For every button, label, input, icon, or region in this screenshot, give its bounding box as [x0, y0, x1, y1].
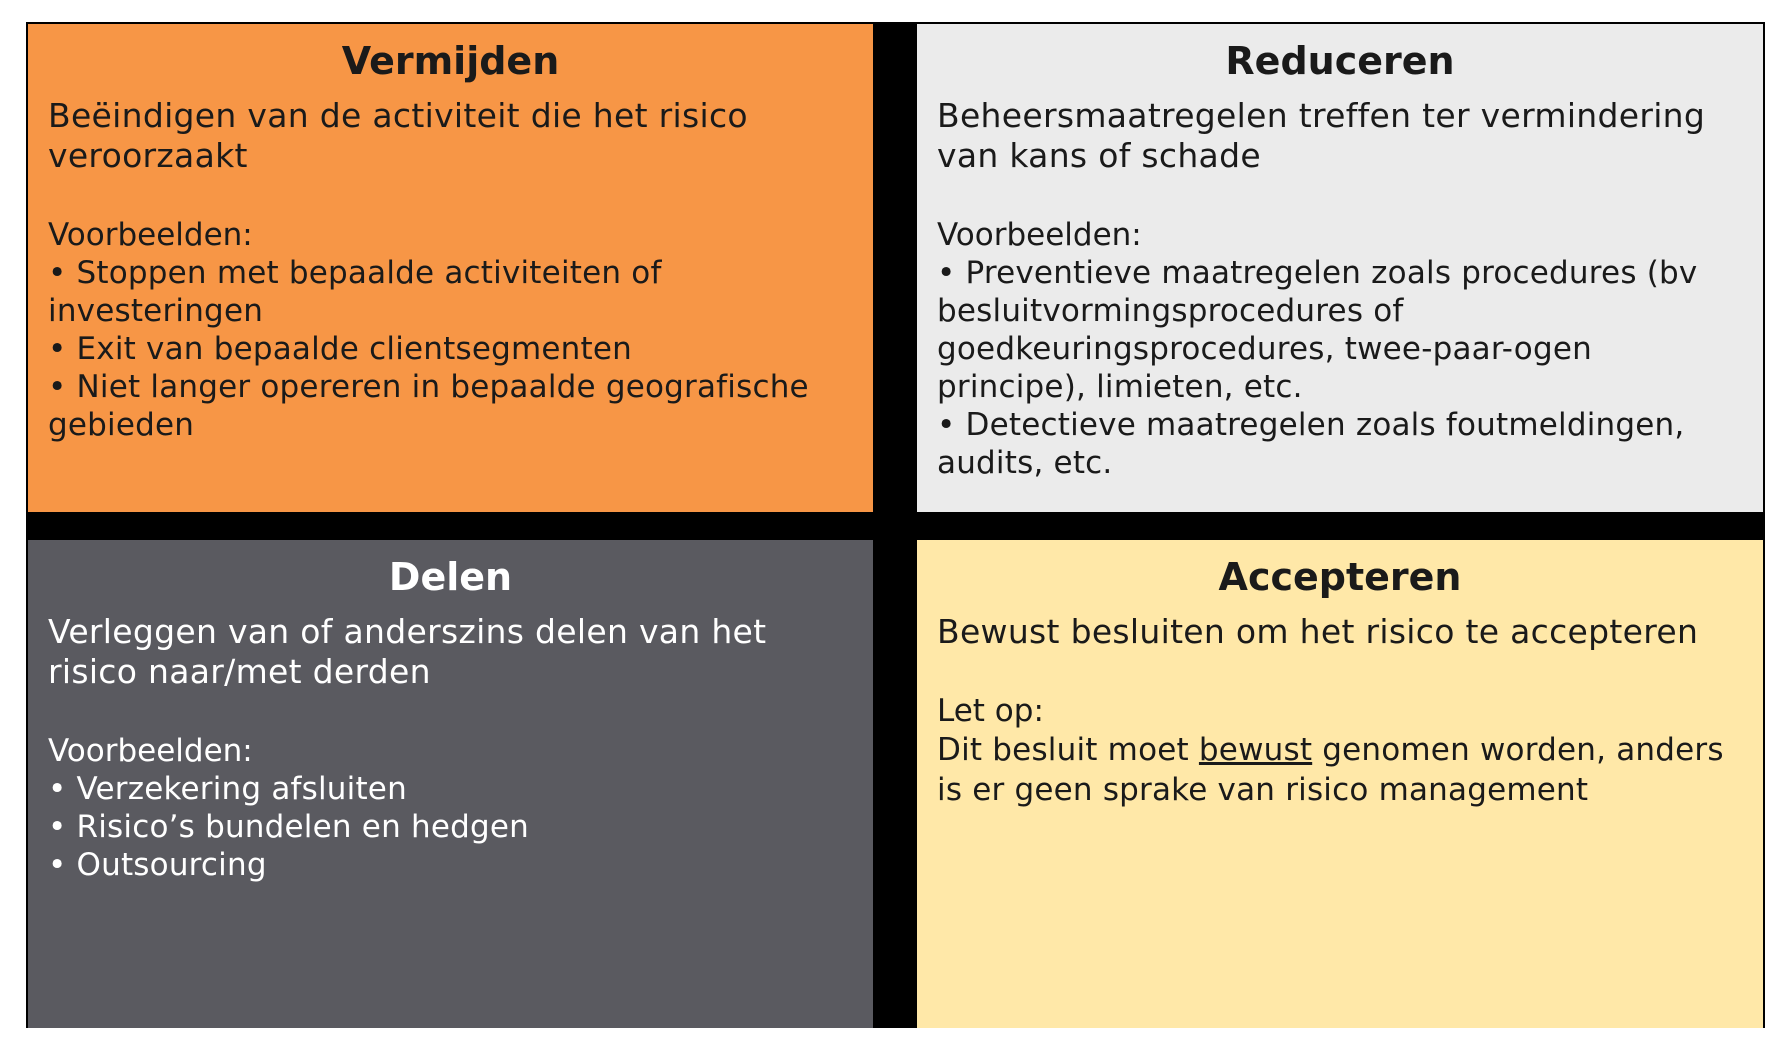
- bullet-icon: •: [48, 369, 67, 405]
- quadrant-description-accepteren: Bewust besluiten om het risico te accepteren: [937, 612, 1699, 651]
- bullet-icon: •: [48, 847, 67, 883]
- list-item-text: Niet langer opereren in bepaalde geografische gebieden: [48, 369, 809, 443]
- bullet-icon: •: [48, 809, 67, 845]
- note-text-part: genomen worden, anders is er geen sprake van risico management: [937, 732, 1724, 808]
- note-text-part: Dit besluit moet: [937, 732, 1199, 768]
- bullet-icon: •: [937, 407, 956, 443]
- list-item: [48, 808, 853, 846]
- list-item: [48, 770, 853, 808]
- bullet-icon: •: [48, 255, 67, 291]
- list-item: [937, 406, 1743, 482]
- list-item: [48, 846, 853, 884]
- list-item-text: Outsourcing: [76, 847, 267, 883]
- quadrant-title-vermijden: Vermijden: [341, 39, 560, 83]
- examples-list-delen: [48, 770, 853, 884]
- quadrant-description-vermijden: Beëindigen van de activiteit die het risico veroorzaakt: [48, 96, 748, 175]
- list-item-text: Detectieve maatregelen zoals foutmeldingen, audits, etc.: [937, 407, 1685, 481]
- list-item-text: Exit van bepaalde clientsegmenten: [76, 331, 632, 367]
- note-label-accepteren: Let op:: [937, 693, 1044, 729]
- quadrant-vermijden: [28, 24, 873, 512]
- list-item: [48, 368, 853, 444]
- list-item: [48, 330, 853, 368]
- spacer: [48, 692, 853, 732]
- spacer: [937, 652, 1743, 692]
- spacer: [937, 176, 1743, 216]
- note-emphasis: bewust: [1198, 732, 1313, 768]
- list-item: [937, 254, 1743, 406]
- list-item-text: Risico’s bundelen en hedgen: [76, 809, 529, 845]
- note-text-accepteren: [937, 730, 1743, 810]
- list-item: [48, 254, 853, 330]
- list-item-text: Preventieve maatregelen zoals procedures (bv besluitvormingsprocedures of goedkeuringsprocedures, twee-paar-ogen principe), limieten, etc.: [937, 255, 1698, 405]
- bullet-icon: •: [937, 255, 956, 291]
- list-item-text: Verzekering afsluiten: [76, 771, 407, 807]
- risk-strategy-matrix: [26, 22, 1765, 1028]
- bullet-icon: •: [48, 771, 67, 807]
- quadrant-description-reduceren: Beheersmaatregelen treffen ter vermindering van kans of schade: [937, 96, 1706, 175]
- quadrant-description-delen: Verleggen van of anderszins delen van het risico naar/met derden: [48, 612, 767, 691]
- examples-list-vermijden: [48, 254, 853, 444]
- quadrant-title-accepteren: Accepteren: [1218, 555, 1462, 599]
- spacer: [48, 176, 853, 216]
- quadrant-reduceren: [917, 24, 1763, 512]
- examples-label-delen: Voorbeelden:: [48, 733, 253, 769]
- bullet-icon: •: [48, 331, 67, 367]
- examples-list-reduceren: [937, 254, 1743, 482]
- quadrant-title-reduceren: Reduceren: [1225, 39, 1455, 83]
- examples-label-reduceren: Voorbeelden:: [937, 217, 1142, 253]
- list-item-text: Stoppen met bepaalde activiteiten of investeringen: [48, 255, 662, 329]
- quadrant-title-delen: Delen: [388, 555, 513, 599]
- examples-label-vermijden: Voorbeelden:: [48, 217, 253, 253]
- quadrant-accepteren: [917, 540, 1763, 1028]
- quadrant-delen: [28, 540, 873, 1028]
